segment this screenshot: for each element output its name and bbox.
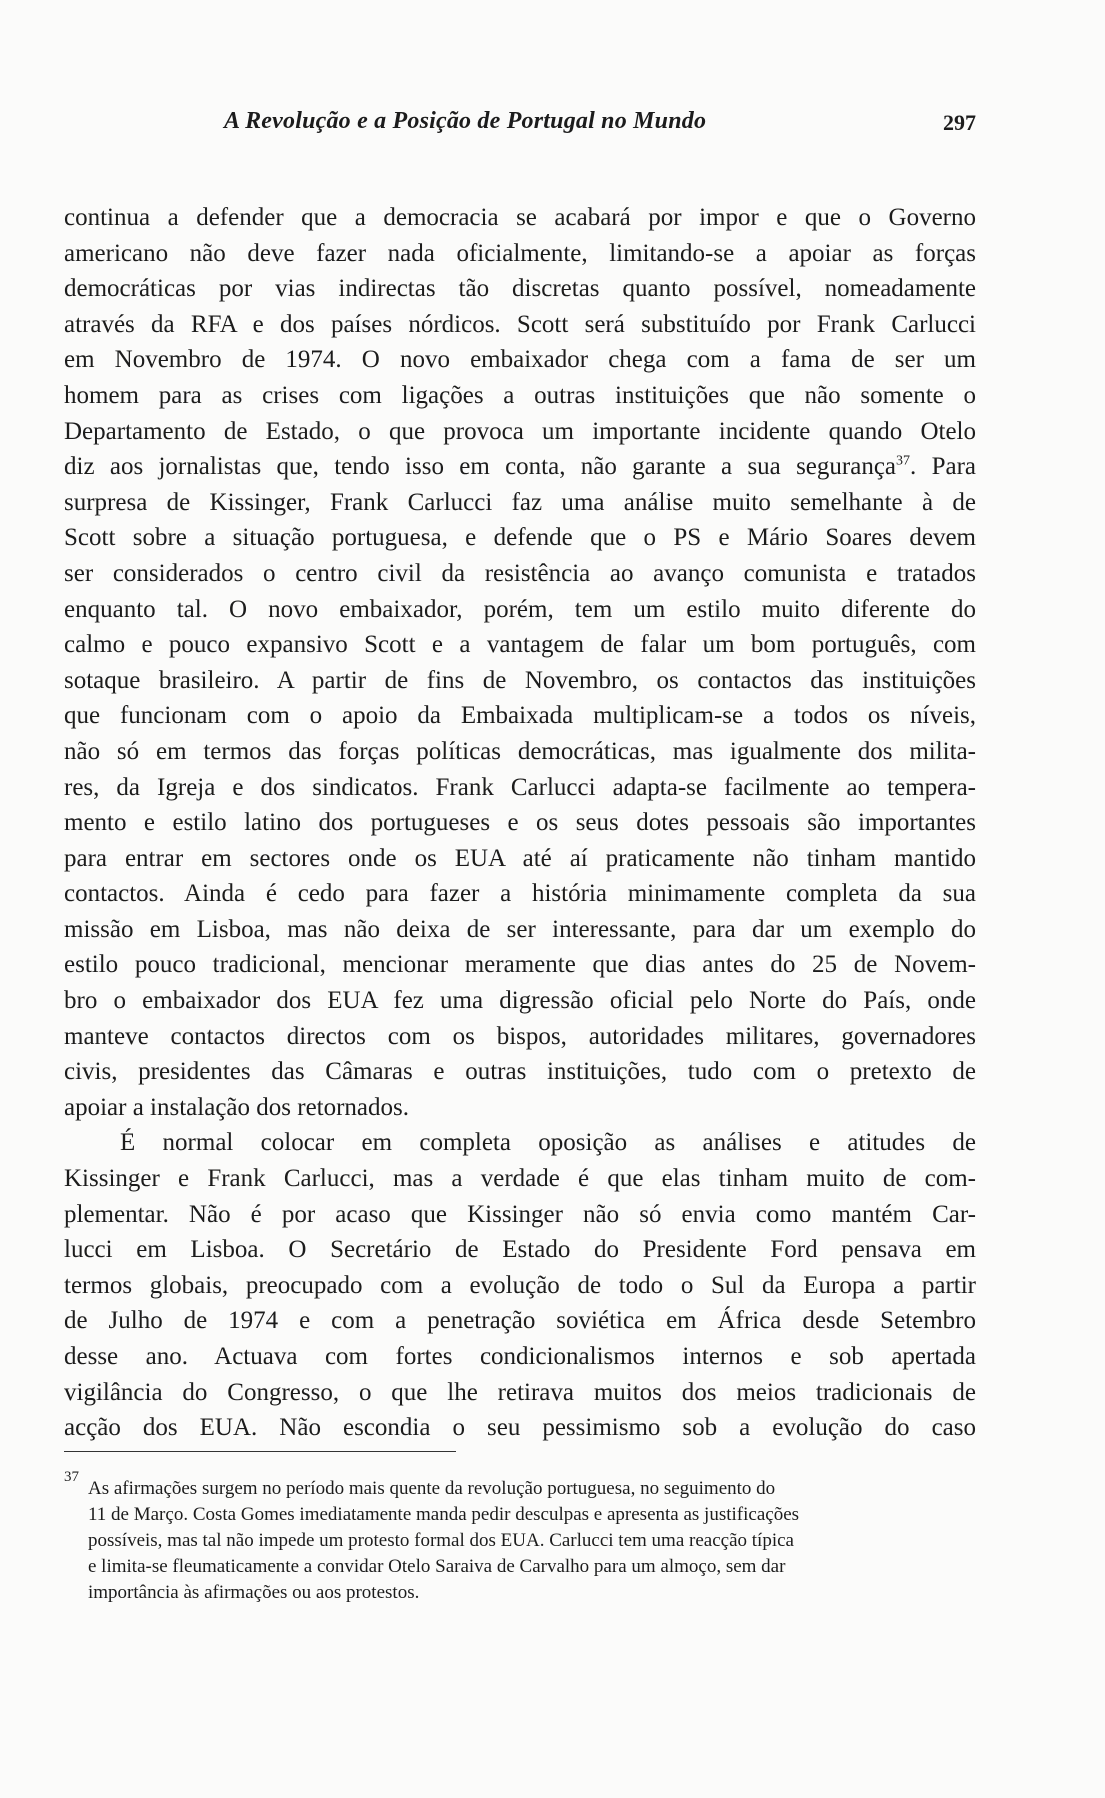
text-line: mento e estilo latino dos portugueses e os seus dotes pessoais são importantes [64, 809, 976, 837]
text-line: surpresa de Kissinger, Frank Carlucci faz uma análise muito semelhante à de [64, 488, 976, 516]
text-line: bro o embaixador dos EUA fez uma digressão oficial pelo Norte do País, onde [64, 987, 976, 1015]
text-line: americano não deve fazer nada oficialmente, limitando-se a apoiar as forças [64, 239, 976, 267]
text-line: Scott sobre a situação portuguesa, e defende que o PS e Mário Soares devem [64, 524, 976, 552]
text-line: res, da Igreja e dos sindicatos. Frank Carlucci adapta-se facilmente ao tempera- [64, 773, 976, 801]
text-line: É normal colocar em completa oposição as análises e atitudes de [120, 1129, 976, 1157]
text-line: manteve contactos directos com os bispos, autoridades militares, governadores [64, 1022, 976, 1050]
running-title: A Revolução e a Posição de Portugal no Mundo [224, 108, 707, 134]
footnote-reference[interactable]: 37 [896, 453, 911, 469]
footnote-line: e limita-se fleumaticamente a convidar Otelo Saraiva de Carvalho para um almoço, sem dar [88, 1556, 786, 1577]
footnote-line: importância às afirmações ou aos protestos. [88, 1582, 420, 1603]
page-number: 297 [943, 110, 976, 135]
text-line: homem para as crises com ligações a outras instituições que não somente o [64, 381, 976, 409]
text-line: ser considerados o centro civil da resistência ao avanço comunista e tratados [64, 559, 976, 587]
text-line: estilo pouco tradicional, mencionar meramente que dias antes do 25 de Novem- [64, 951, 976, 979]
text-line: Departamento de Estado, o que provoca um importante incidente quando Otelo [64, 417, 976, 445]
text-line: Kissinger e Frank Carlucci, mas a verdade é que elas tinham muito de com- [64, 1165, 976, 1193]
text-line: plementar. Não é por acaso que Kissinger não só envia como mantém Car- [64, 1200, 976, 1228]
text-segment: . Para [910, 453, 976, 481]
text-line: desse ano. Actuava com fortes condicionalismos internos e sob apertada [64, 1343, 976, 1370]
text-line: não só em termos das forças políticas democráticas, mas igualmente dos milita- [64, 737, 976, 765]
text-line: sotaque brasileiro. A partir de fins de Novembro, os contactos das instituições [64, 666, 976, 694]
text-line: lucci em Lisboa. O Secretário de Estado do Presidente Ford pensava em [64, 1236, 976, 1264]
text-line: em Novembro de 1974. O novo embaixador chega com a fama de ser um [64, 346, 976, 374]
text-line: acção dos EUA. Não escondia o seu pessimismo sob a evolução do caso [64, 1414, 976, 1442]
text-segment: diz aos jornalistas que, tendo isso em conta, não garante a sua segurança [64, 453, 897, 481]
footnote-line: 11 de Março. Costa Gomes imediatamente manda pedir desculpas e apresenta as justificações [88, 1504, 800, 1525]
text-line: termos globais, preocupado com a evolução de todo o Sul da Europa a partir [64, 1271, 976, 1299]
text-line-with-footnote-ref [64, 449, 976, 485]
text-line: civis, presidentes das Câmaras e outras instituições, tudo com o pretexto de [64, 1058, 976, 1086]
footnote-marker: 37 [64, 1469, 79, 1485]
text-line: para entrar em sectores onde os EUA até aí praticamente não tinham mantido [64, 844, 976, 872]
text-line: através da RFA e dos países nórdicos. Scott será substituído por Frank Carlucci [64, 310, 976, 338]
text-line: contactos. Ainda é cedo para fazer a história minimamente completa da sua [64, 880, 976, 908]
text-line: enquanto tal. O novo embaixador, porém, tem um estilo muito diferente do [64, 595, 976, 623]
text-line: vigilância do Congresso, o que lhe retirava muitos dos meios tradicionais de [64, 1378, 976, 1406]
footnote-line: As afirmações surgem no período mais quente da revolução portuguesa, no seguimento do [88, 1478, 776, 1499]
text-line: calmo e pouco expansivo Scott e a vantagem de falar um bom português, com [64, 631, 976, 659]
footnote [64, 1464, 976, 1606]
footnote-line: possíveis, mas tal não impede um protesto formal dos EUA. Carlucci tem uma reacção típica [88, 1530, 794, 1551]
footnote-divider [64, 1451, 456, 1452]
text-line: apoiar a instalação dos retornados. [64, 1093, 410, 1121]
page-header [64, 108, 976, 140]
text-line: continua a defender que a democracia se acabará por impor e que o Governo [64, 204, 976, 231]
text-line: missão em Lisboa, mas não deixa de ser interessante, para dar um exemplo do [64, 915, 976, 943]
footnote-text [88, 1464, 976, 1606]
text-line: democráticas por vias indirectas tão discretas quanto possível, nomeadamente [64, 275, 976, 303]
text-line: que funcionam com o apoio da Embaixada multiplicam-se a todos os níveis, [64, 702, 976, 730]
text-line: de Julho de 1974 e com a penetração soviética em África desde Setembro [64, 1307, 976, 1335]
body-text [64, 200, 976, 1446]
